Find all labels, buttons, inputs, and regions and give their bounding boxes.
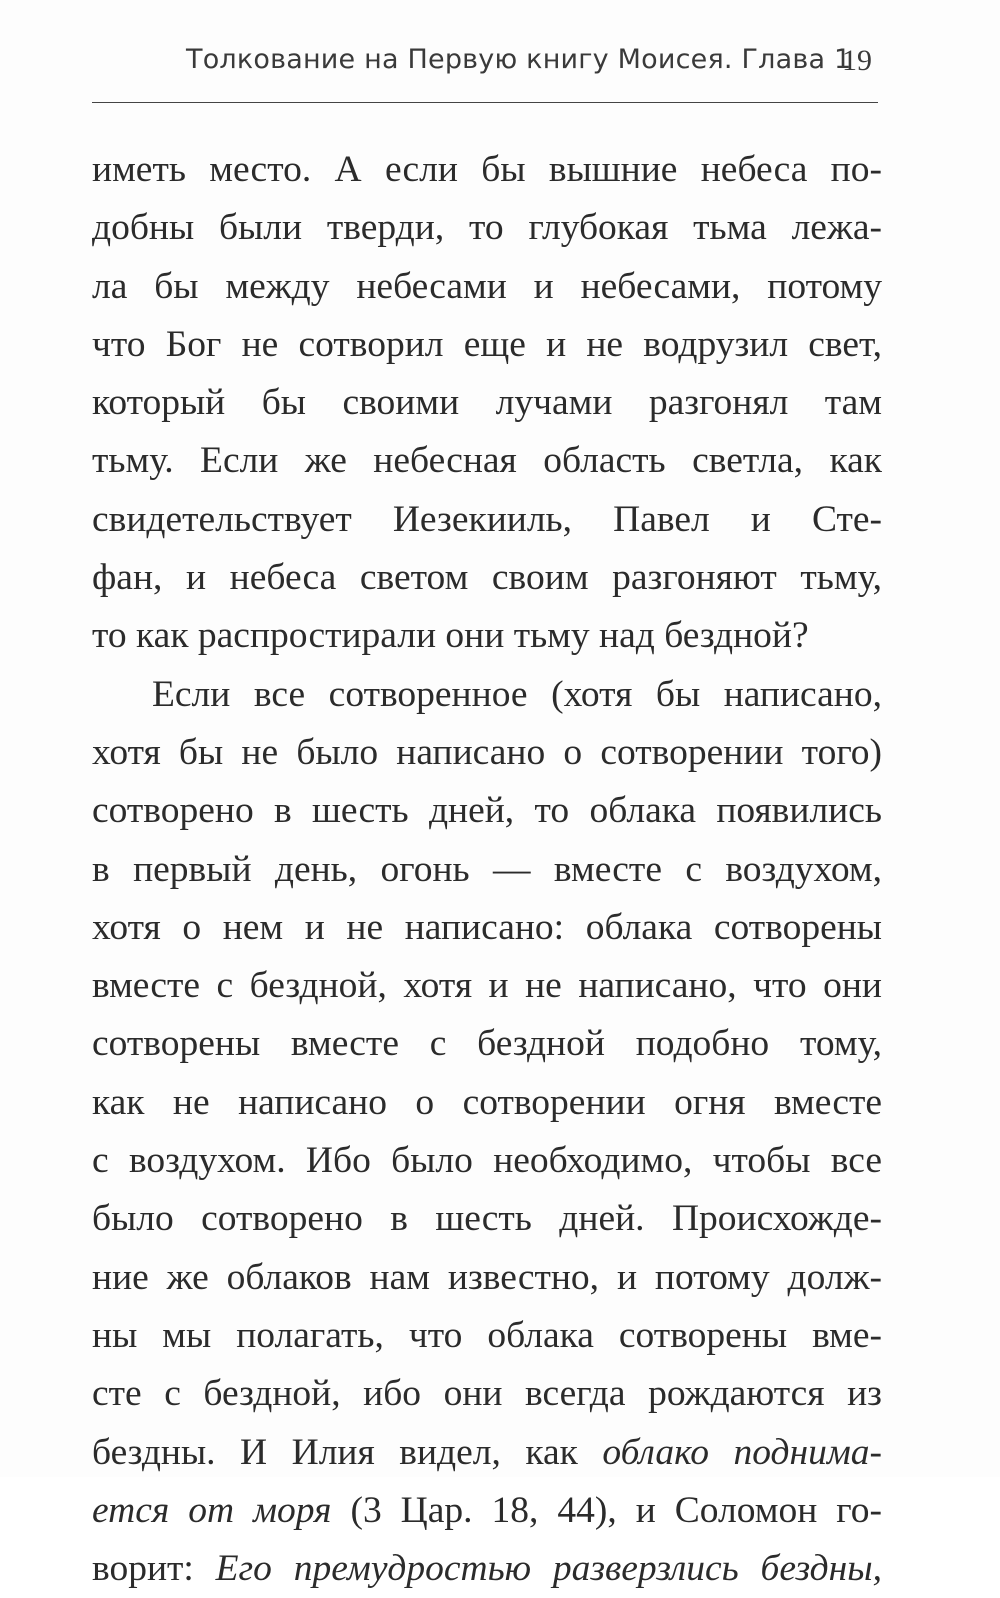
- text-line: который бы своими лучами разгонял там: [92, 382, 882, 424]
- text-line: добны были тверди, то глубокая тьма лежа-: [92, 207, 882, 249]
- text-run: ворит:: [92, 1548, 216, 1590]
- text-line: хотя о нем и не написано: облака сотворены: [92, 906, 882, 948]
- text-line: свидетельствует Иезекииль, Павел и Сте-: [92, 498, 882, 540]
- text-line: [92, 1540, 882, 1598]
- text-line: ны мы полагать, что облака сотворены вме-: [92, 1314, 882, 1356]
- italic-quote: Его премудростью разверзлись бездны,: [215, 1548, 882, 1590]
- text-line: хотя бы не было написано о сотворении того): [92, 731, 882, 773]
- italic-quote: ется от моря: [92, 1489, 332, 1531]
- page-number: 19: [842, 44, 872, 77]
- text-line: то как распростирали они тьму над бездной?: [92, 615, 809, 657]
- scripture-reference: (3 Цар. 18, 44), и Соломон го-: [331, 1489, 882, 1531]
- text-line: сотворено в шесть дней, то облака появились: [92, 790, 882, 832]
- text-line: с воздухом. Ибо было необходимо, чтобы все: [92, 1140, 882, 1182]
- text-line: ние же облаков нам известно, и потому долж-: [92, 1256, 882, 1298]
- header-rule: [92, 102, 878, 103]
- text-line: сотворены вместе с бездной подобно тому,: [92, 1023, 882, 1065]
- body-text: [92, 141, 882, 1598]
- text-line: ла бы между небесами и небесами, потому: [92, 265, 882, 307]
- text-line: в первый день, огонь — вместе с воздухом,: [92, 848, 882, 890]
- text-line: иметь место. А если бы вышние небеса по-: [92, 149, 882, 190]
- text-run: бездны. И Илия видел, как: [92, 1431, 603, 1473]
- running-title: Толкование на Первую книгу Моисея. Глава 1: [186, 44, 852, 75]
- paragraph-first-line: Если все сотворенное (хотя бы написано,: [152, 673, 882, 715]
- text-line: что Бог не сотворил еще и не водрузил свет,: [92, 323, 882, 365]
- text-line: фан, и небеса светом своим разгоняют тьму,: [92, 557, 882, 599]
- text-line: тьму. Если же небесная область светла, как: [92, 440, 882, 482]
- running-header: [92, 44, 878, 94]
- text-line: как не написано о сотворении огня вместе: [92, 1081, 882, 1123]
- text-line: сте с бездной, ибо они всегда рождаются из: [92, 1373, 882, 1415]
- text-line: было сотворено в шесть дней. Происхожде-: [92, 1198, 882, 1240]
- text-line: [92, 1482, 882, 1540]
- italic-quote: облако поднима-: [602, 1431, 882, 1473]
- text-line: [92, 1424, 882, 1482]
- text-line: вместе с бездной, хотя и не написано, что они: [92, 965, 882, 1007]
